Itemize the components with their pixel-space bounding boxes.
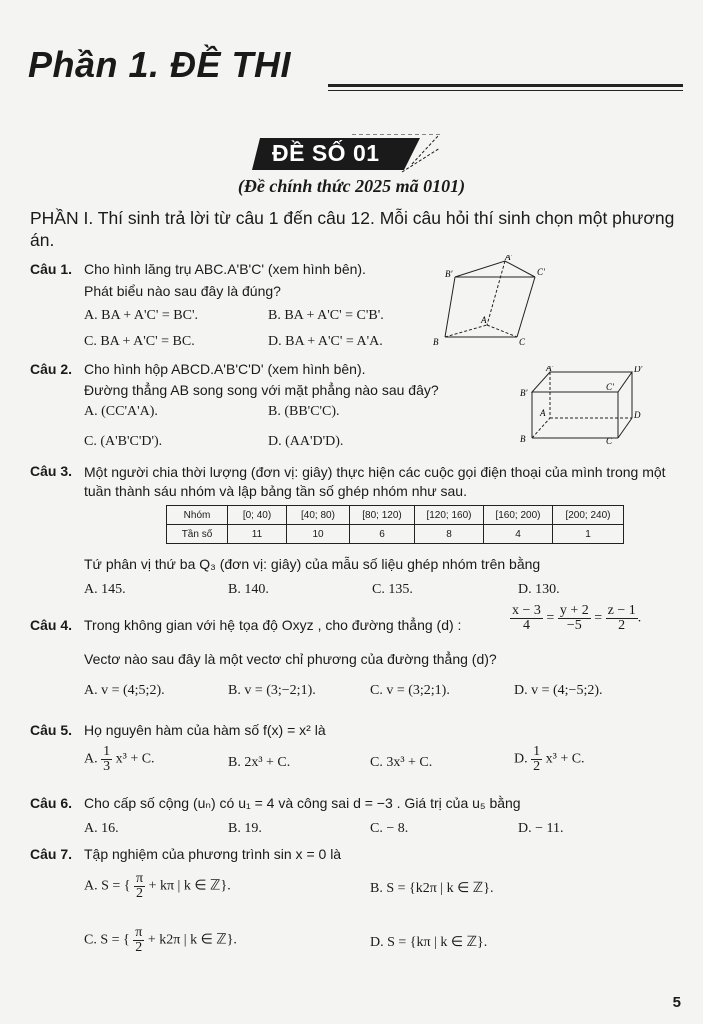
q7-option-a-den: 2: [136, 886, 144, 901]
q1-fig-label-b: B: [433, 337, 439, 347]
q1-option-c: C. BA + A'C' = BC.: [84, 334, 195, 349]
q6-option-d: D. − 11.: [518, 821, 564, 836]
q4-fraction-y-num: y + 2: [559, 603, 589, 618]
q4-fraction-z: [606, 604, 638, 633]
q2-stem2: Đường thẳng AB song song với mặt phẳng nào sau đây?: [84, 382, 439, 398]
q4-stem: Trong không gian với hệ tọa độ Oxyz , cho đường thẳng (d) :: [84, 617, 462, 633]
q1-fig-label-b1: B': [445, 269, 453, 279]
title-rule: [328, 84, 683, 87]
q4-fraction-x-num: x − 3: [512, 603, 541, 618]
table-cell: 11: [228, 525, 287, 544]
q7-option-a-label: A. S = {: [84, 878, 131, 894]
q3-frequency-table: [166, 505, 624, 544]
q5-option-a-label: A.: [84, 751, 98, 767]
q2-fig-label-b1: B': [520, 388, 528, 398]
page-number: 5: [672, 994, 681, 1011]
table-cell: [0; 40): [228, 506, 287, 525]
q5-option-a-fraction: [101, 745, 112, 774]
table-cell: 6: [350, 525, 415, 544]
q2-fig-label-b: B: [520, 434, 526, 444]
table-cell: 8: [415, 525, 484, 544]
table-header-cell: Nhóm: [167, 506, 228, 525]
q2-option-a: A. (CC'A'A).: [84, 404, 158, 419]
q4-stem2: Vectơ nào sau đây là một vectơ chỉ phương của đường thẳng (d)?: [84, 651, 497, 667]
official-note: (Đề chính thức 2025 mã 0101): [237, 176, 466, 196]
q5-option-d-num: 1: [533, 744, 541, 759]
part-title: Phần 1. ĐỀ THI: [28, 44, 292, 85]
q2-box-figure: [510, 366, 660, 446]
q1-number: Câu 1.: [30, 261, 73, 277]
q1-fig-label-c: C: [519, 337, 526, 347]
q5-stem: Họ nguyên hàm của hàm số f(x) = x² là: [84, 722, 326, 738]
q1-option-a: A. BA + A'C' = BC'.: [84, 308, 198, 323]
q2-fig-label-a: A: [540, 408, 546, 418]
q7-option-c-rest: + k2π | k ∈ ℤ}.: [147, 932, 237, 948]
q7-option-c-num: π: [135, 925, 143, 940]
q4-fraction-x: [510, 604, 543, 633]
q1-stem: Cho hình lăng trụ ABC.A'B'C' (xem hình bên).: [84, 261, 366, 277]
table-cell: [120; 160): [415, 506, 484, 525]
q5-option-d-den: 2: [533, 759, 541, 774]
q7-option-a: [84, 872, 231, 901]
q3-option-b: B. 140.: [228, 582, 269, 597]
q2-option-c: C. (A'B'C'D').: [84, 434, 163, 449]
q5-option-d-rest: x³ + C.: [545, 751, 585, 767]
part-instruction: PHẦN I. Thí sinh trả lời từ câu 1 đến câu 12. Mỗi câu hỏi thí sinh chọn một phương án.: [30, 208, 675, 250]
q4-line-equation: $\frac{x - 3}{4}$ = $\frac{y + 2}{-5}$ = $\frac{z - 1}{2}$ .: [512, 603, 642, 633]
q7-option-c-den: 2: [135, 940, 143, 955]
q5-number: Câu 5.: [30, 722, 73, 738]
q1-prism-figure: [425, 255, 555, 350]
q2-fig-label-c: C: [606, 436, 613, 446]
table-row: [167, 525, 624, 544]
table-cell: [80; 120): [350, 506, 415, 525]
q5-option-c: C. 3x³ + C.: [370, 755, 433, 770]
q2-option-b: B. (BB'C'C).: [268, 404, 340, 419]
q6-stem: Cho cấp số cộng (uₙ) có u₁ = 4 và công sai d = −3 . Giá trị của u₅ bằng: [84, 795, 521, 811]
q2-number: Câu 2.: [30, 361, 73, 377]
q1-option-d: D. BA + A'C' = A'A.: [268, 334, 383, 349]
q5-option-a-num: 1: [103, 744, 111, 759]
q1-fig-label-c1: C': [537, 267, 545, 277]
q1-fig-label-a: A: [481, 315, 487, 325]
q2-option-d: D. (AA'D'D).: [268, 434, 344, 449]
q6-option-b: B. 19.: [228, 821, 262, 836]
q5-option-a-rest: x³ + C.: [115, 751, 155, 767]
table-cell: [160; 200): [484, 506, 553, 525]
q1-option-b: B. BA + A'C' = C'B'.: [268, 308, 384, 323]
q7-stem: Tập nghiệm của phương trình sin x = 0 là: [84, 846, 342, 862]
q3-option-d: D. 130.: [518, 582, 560, 597]
q3-stem: Một người chia thời lượng (đơn vị: giây) thực hiện các cuộc gọi điện thoại của mình trong một tuần thành sáu nhóm và lập bảng tần số ghép nhóm như sau.: [84, 464, 666, 499]
table-cell: 4: [484, 525, 553, 544]
q4-option-d: D. v = (4;−5;2).: [514, 683, 603, 698]
q7-option-c-label: C. S = {: [84, 932, 130, 948]
q6-option-c: C. − 8.: [370, 821, 409, 836]
q7-option-a-num: π: [136, 871, 144, 886]
q7-number: Câu 7.: [30, 846, 73, 862]
q4-option-b: B. v = (3;−2;1).: [228, 683, 316, 698]
q3-option-a: A. 145.: [84, 582, 126, 597]
q7-option-c: [84, 926, 237, 955]
q5-option-d-label: D.: [514, 751, 528, 767]
q2-fig-label-c1: C': [606, 382, 614, 392]
q4-fraction-x-den: 4: [522, 618, 530, 633]
table-cell: 10: [287, 525, 350, 544]
q6-option-a: A. 16.: [84, 821, 119, 836]
q2-stem: Cho hình hộp ABCD.A'B'C'D' (xem hình bên).: [84, 361, 366, 377]
exam-label: ĐỀ SỐ 01: [272, 140, 380, 166]
q2-fig-label-d: D: [634, 410, 641, 420]
q5-option-b: B. 2x³ + C.: [228, 755, 291, 770]
q4-fraction-z-den: 2: [618, 618, 626, 633]
table-row: [167, 506, 624, 525]
q3-number: Câu 3.: [30, 463, 73, 479]
q4-fraction-y: [558, 604, 591, 633]
q5-option-a-den: 3: [103, 759, 111, 774]
q7-option-d: D. S = {kπ | k ∈ ℤ}.: [370, 935, 488, 950]
q7-option-b: B. S = {k2π | k ∈ ℤ}.: [370, 881, 494, 896]
q4-option-c: C. v = (3;2;1).: [370, 683, 450, 698]
table-cell: [200; 240): [553, 506, 624, 525]
q3-stem2: Tứ phân vị thứ ba Q₃ (đơn vị: giây) của mẫu số liệu ghép nhóm trên bằng: [84, 556, 541, 572]
title-rule-thin: [328, 90, 683, 91]
q7-option-a-rest: + kπ | k ∈ ℤ}.: [148, 878, 231, 894]
q5-option-d: [514, 745, 585, 774]
q1-stem2: Phát biểu nào sau đây là đúng?: [84, 283, 281, 299]
table-header-cell: Tần số: [167, 525, 228, 544]
q7-option-a-fraction: [134, 872, 145, 901]
q1-fig-label-a1: A': [505, 255, 513, 262]
table-cell: 1: [553, 525, 624, 544]
q4-fraction-z-num: z − 1: [607, 603, 636, 618]
q4-option-a: A. v = (4;5;2).: [84, 683, 165, 698]
q3-option-c: C. 135.: [372, 582, 413, 597]
q7-option-c-fraction: [133, 926, 144, 955]
q4-fraction-y-den: −5: [566, 618, 582, 633]
q6-number: Câu 6.: [30, 795, 73, 811]
table-cell: [40; 80): [287, 506, 350, 525]
q5-option-a: [84, 745, 155, 774]
q5-option-d-fraction: [531, 745, 542, 774]
q2-fig-label-a1: A': [546, 366, 554, 373]
q2-fig-label-d1: D': [634, 366, 643, 374]
q4-number: Câu 4.: [30, 617, 73, 633]
